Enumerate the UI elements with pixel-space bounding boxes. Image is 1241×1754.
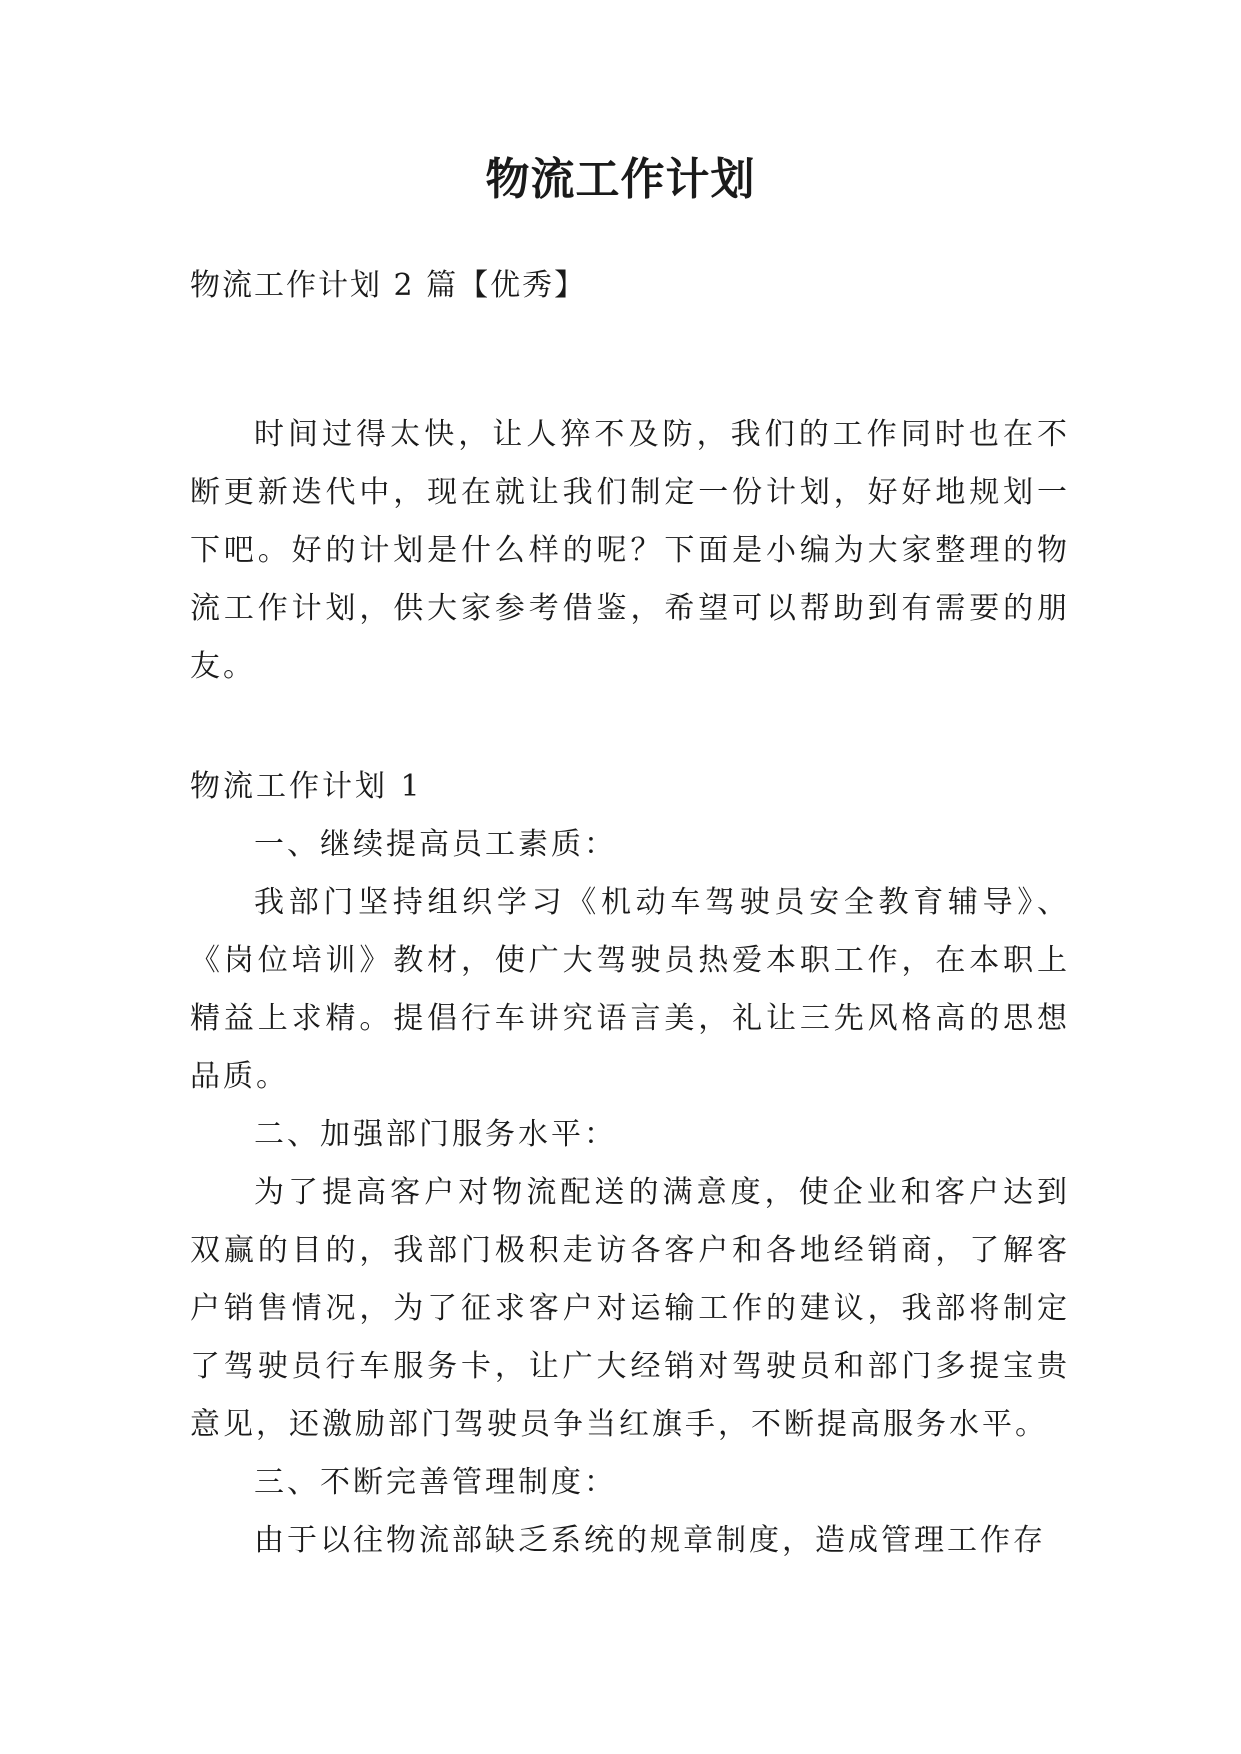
section-item-heading: 一、继续提高员工素质：: [254, 827, 617, 862]
intro-paragraph: 时间过得太快，让人猝不及防，我们的工作同时也在不断更新迭代中，现在就让我们制定一份计划，好好地规划一下吧。好的计划是什么样的呢？下面是小编为大家整理的物流工作计划，供大家参考借鉴，希望可以帮助到有需要的朋友。: [190, 417, 1070, 684]
section-item-heading: 二、加强部门服务水平：: [254, 1117, 617, 1152]
section-item-heading: 三、不断完善管理制度：: [254, 1465, 617, 1500]
body-paragraph: 我部门坚持组织学习《机动车驾驶员安全教育辅导》、《岗位培训》教材，使广大驾驶员热爱本职工作，在本职上精益上求精。提倡行车讲究语言美，礼让三先风格高的思想品质。: [190, 885, 1070, 1094]
document-title: 物流工作计划: [485, 154, 756, 205]
section-heading: 物流工作计划 1: [190, 769, 423, 804]
document-subtitle: 物流工作计划 2 篇【优秀】: [190, 268, 587, 303]
document-body: [190, 406, 1070, 1570]
paragraph-spacer: [190, 696, 1070, 758]
body-paragraph: 由于以往物流部缺乏系统的规章制度，造成管理工作存: [254, 1523, 1046, 1558]
body-paragraph: 为了提高客户对物流配送的满意度，使企业和客户达到双赢的目的，我部门极积走访各客户和各地经销商，了解客户销售情况，为了征求客户对运输工作的建议，我部将制定了驾驶员行车服务卡，让广大经销对驾驶员和部门多提宝贵意见，还激励部门驾驶员争当红旗手，不断提高服务水平。: [190, 1175, 1070, 1442]
